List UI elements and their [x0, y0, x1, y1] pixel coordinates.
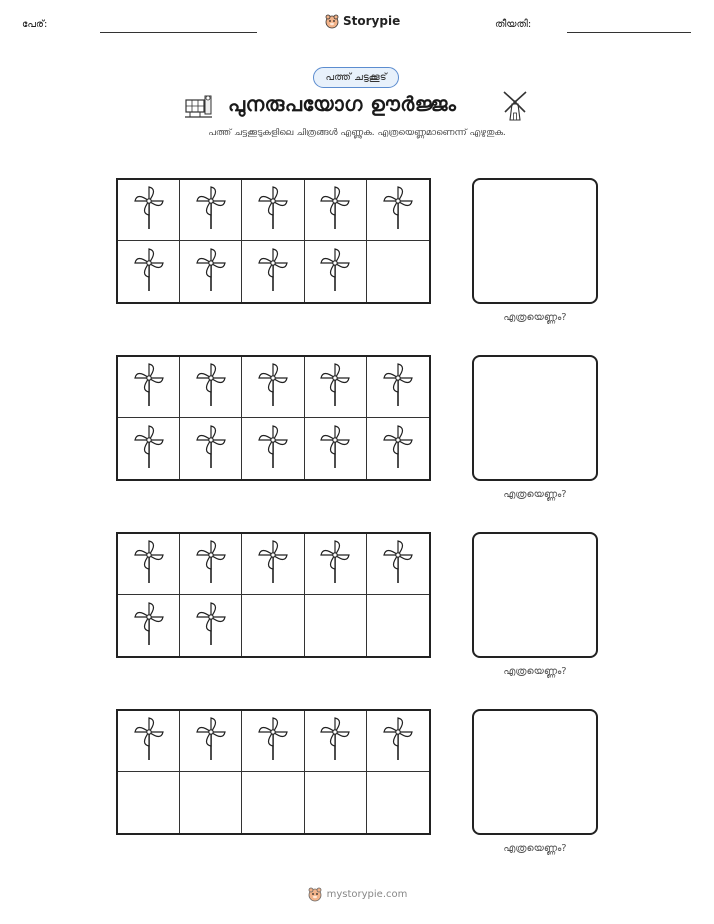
pinwheel-icon — [196, 716, 226, 766]
ten-frame-cell — [242, 772, 304, 833]
storypie-mascot-icon — [307, 886, 323, 902]
pinwheel-icon — [383, 539, 413, 589]
ten-frame-cell — [118, 357, 180, 418]
answer-box[interactable] — [472, 178, 598, 304]
ten-frame-cell — [305, 180, 367, 241]
ten-frame-cell — [367, 357, 429, 418]
ten-frame-cell — [305, 595, 367, 656]
pinwheel-icon — [196, 362, 226, 412]
pinwheel-icon — [383, 424, 413, 474]
ten-frame-cell — [367, 772, 429, 833]
pinwheel-icon — [196, 539, 226, 589]
ten-frame-cell — [180, 241, 242, 302]
pinwheel-icon — [258, 539, 288, 589]
brand-name: Storypie — [343, 14, 401, 28]
pinwheel-icon — [320, 539, 350, 589]
ten-frame-cell — [305, 418, 367, 479]
date-label: തീയതി: — [495, 19, 532, 30]
ten-frame — [116, 355, 431, 481]
how-many-label: എത്രയെണ്ണം? — [503, 312, 567, 323]
ten-frame-cell — [305, 241, 367, 302]
ten-frame-cell — [367, 418, 429, 479]
how-many-label: എത്രയെണ്ണം? — [503, 666, 567, 677]
pinwheel-icon — [134, 185, 164, 235]
pinwheel-icon — [320, 185, 350, 235]
ten-frame-cell — [367, 534, 429, 595]
storypie-mascot-icon — [324, 13, 340, 29]
pinwheel-icon — [134, 424, 164, 474]
worksheet-type-badge: പത്ത് ചട്ടക്കൂട് — [313, 67, 399, 88]
ten-frame-cell — [118, 534, 180, 595]
ten-frame-cell — [242, 418, 304, 479]
pinwheel-icon — [134, 247, 164, 297]
date-field[interactable] — [567, 32, 691, 33]
pinwheel-icon — [134, 716, 164, 766]
ten-frame-cell — [118, 418, 180, 479]
pinwheel-icon — [134, 362, 164, 412]
ten-frame-cell — [367, 241, 429, 302]
answer-box[interactable] — [472, 709, 598, 835]
worksheet-title: പുനരുപയോഗ ഊർജ്ജം — [228, 92, 457, 116]
title-row — [0, 90, 714, 124]
ten-frame-cell — [180, 772, 242, 833]
pinwheel-icon — [134, 539, 164, 589]
ten-frame-cell — [367, 595, 429, 656]
pinwheel-icon — [258, 247, 288, 297]
ten-frame-cell — [180, 418, 242, 479]
pinwheel-icon — [383, 716, 413, 766]
pinwheel-icon — [320, 424, 350, 474]
pinwheel-icon — [320, 716, 350, 766]
ten-frame-cell — [367, 180, 429, 241]
pinwheel-icon — [196, 185, 226, 235]
ten-frame-cell — [180, 534, 242, 595]
ten-frame-cell — [305, 534, 367, 595]
how-many-label: എത്രയെണ്ണം? — [503, 489, 567, 500]
pinwheel-icon — [320, 362, 350, 412]
pinwheel-icon — [196, 247, 226, 297]
ten-frame-cell — [305, 711, 367, 772]
windmill-icon — [500, 90, 530, 122]
ten-frame-cell — [242, 357, 304, 418]
name-label: പേര്: — [22, 19, 48, 30]
ten-frame-cell — [180, 711, 242, 772]
ten-frame — [116, 709, 431, 835]
ten-frame-cell — [180, 180, 242, 241]
ten-frame-cell — [180, 357, 242, 418]
ten-frame-cell — [305, 357, 367, 418]
pinwheel-icon — [383, 185, 413, 235]
pinwheel-icon — [196, 424, 226, 474]
ten-frame-cell — [242, 534, 304, 595]
ten-frame-cell — [242, 711, 304, 772]
pinwheel-icon — [258, 362, 288, 412]
ten-frame-cell — [118, 241, 180, 302]
ten-frame-cell — [180, 595, 242, 656]
instructions: പത്ത് ചട്ടക്കൂടുകളിലെ ചിത്രങ്ങൾ എണ്ണുക. എത്രയെണ്ണമാണെന്ന് എഴുതുക. — [208, 128, 506, 138]
solar-panel-icon — [184, 92, 214, 120]
pinwheel-icon — [320, 247, 350, 297]
ten-frame-cell — [118, 772, 180, 833]
ten-frame-cell — [118, 180, 180, 241]
ten-frame-cell — [367, 711, 429, 772]
ten-frame-cell — [242, 241, 304, 302]
pinwheel-icon — [258, 424, 288, 474]
footer-site: mystorypie.com — [326, 888, 408, 900]
name-field[interactable] — [100, 32, 257, 33]
ten-frame-cell — [118, 711, 180, 772]
answer-box[interactable] — [472, 532, 598, 658]
answer-box[interactable] — [472, 355, 598, 481]
how-many-label: എത്രയെണ്ണം? — [503, 843, 567, 854]
ten-frame — [116, 178, 431, 304]
ten-frame — [116, 532, 431, 658]
brand-logo — [324, 13, 400, 29]
pinwheel-icon — [134, 601, 164, 651]
footer — [0, 886, 714, 902]
ten-frame-cell — [118, 595, 180, 656]
ten-frame-cell — [305, 772, 367, 833]
pinwheel-icon — [383, 362, 413, 412]
pinwheel-icon — [258, 716, 288, 766]
ten-frame-cell — [242, 595, 304, 656]
pinwheel-icon — [196, 601, 226, 651]
pinwheel-icon — [258, 185, 288, 235]
ten-frame-cell — [242, 180, 304, 241]
